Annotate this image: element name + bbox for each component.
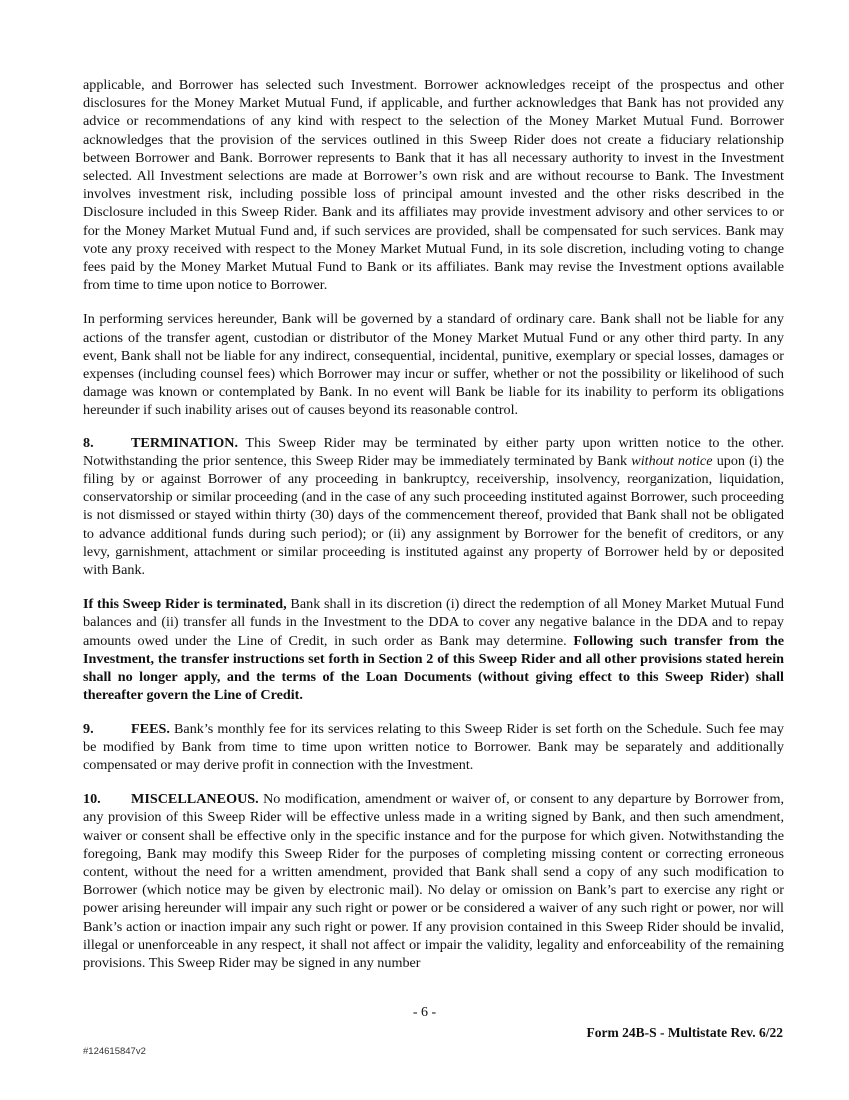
document-body xyxy=(83,76,784,972)
section-9-number: 9. xyxy=(83,720,94,737)
form-identifier: Form 24B-S - Multistate Rev. 6/22 xyxy=(586,1025,783,1040)
termination-effect-bold-tail: Following such transfer from the Investment, the transfer instructions set forth in Section 2 of this Sweep Rider and all other provisions stated herein shall no longer apply, and the terms of the Loan Documents (without giving effect to this Sweep Rider) shall thereafter govern the Line of Credit. xyxy=(83,632,784,704)
section-8-italic: without notice xyxy=(631,452,713,469)
section-9-text: Bank’s monthly fee for its services relating to this Sweep Rider is set forth on the Schedule. Such fee may be modified by Bank from time to time upon written notice to Borrower. Bank may be separately and additionally compensated or may derive profit in connection with the Investment. xyxy=(83,720,784,773)
page-number: - 6 - xyxy=(412,1005,437,1020)
section-8-heading: TERMINATION. xyxy=(131,434,238,451)
section-8-text-b: upon (i) the filing by or against Borrower of any proceeding in bankruptcy, receivership, insolvency, reorganization, liquidation, conservatorship or similar proceeding (and in the case of any such proceeding instituted against Borrower, such proceeding is not dismissed or stayed within thirty (30) days of the commencement thereof, provided that Bank shall not be obligated to advance additional funds during such period); or (ii) any assignment by Borrower for the benefit of creditors, or any levy, garnishment, attachment or similar proceeding is instituted against any property of Borrower held by or deposited with Bank. xyxy=(83,452,785,579)
section-10-text: No modification, amendment or waiver of, or consent to any departure by Borrower from, any provision of this Sweep Rider will be effective unless made in a writing signed by Bank, and then such amendment, waiver or consent shall be effective only in the specific instance and for the purpose for which given. Notwithstanding the foregoing, Bank may modify this Sweep Rider for the purposes of completing missing content or correcting erroneous content, without the need for a written amendment, provided that Bank shall send a copy of any such modification to Borrower (which notice may be given by electronic mail). No delay or omission on Bank’s part to exercise any right or power arising hereunder will impair any such right or power or be considered a waiver of any such right or power, nor will Bank’s action or inaction impair any such right or power. If any provision contained in this Sweep Rider should be invalid, illegal or unenforceable in any respect, it shall not affect or impair the validity, legality and enforceability of the remaining provisions. This Sweep Rider may be signed in any number xyxy=(83,791,784,971)
paragraph-investment-acknowledgment: applicable, and Borrower has selected such Investment. Borrower acknowledges receipt of the prospectus and other disclosures for the Money Market Mutual Fund, if applicable, and further acknowledges that Bank has not provided any advice or recommendations of any kind with respect to the selection of the Money Market Mutual Fund. Borrower acknowledges that the provision of the services outlined in this Sweep Rider does not create a fiduciary relationship between Borrower and Bank. Borrower represents to Bank that it has all necessary authority to invest in the Investment selected. All Investment selections are made at Borrower’s own risk and are without recourse to Bank. The Investment involves investment risk, including possible loss of principal amount invested and the other risks described in the Disclosure included in this Sweep Rider. Bank and its affiliates may provide investment advisory and other services to or for the Money Market Mutual Fund and, if such services are provided, shall be compensated for such services. Bank may vote any proxy received with respect to the Money Market Mutual Fund, in its sole discretion, including voting to change fees paid by the Money Market Mutual Fund to Bank or its affiliates. Bank may revise the Investment options available from time to time upon notice to Borrower. xyxy=(83,77,784,294)
section-9-heading: FEES. xyxy=(131,720,170,737)
section-10-miscellaneous xyxy=(83,790,784,972)
section-10-heading: MISCELLANEOUS. xyxy=(131,791,259,808)
section-10-number: 10. xyxy=(83,791,101,808)
termination-effect-lead: If this Sweep Rider is terminated, xyxy=(83,596,287,613)
termination-effect-text: Bank shall in its discretion (i) direct the redemption of all Money Market Mutual Fund balances and (ii) transfer all funds in the Investment to the DDA to cover any negative balance in the DDA and to repay amounts owed under the Line of Credit, in such order as Bank may determine. xyxy=(83,596,784,649)
section-9-fees xyxy=(83,720,784,775)
section-8-number: 8. xyxy=(83,434,94,451)
document-id: #124615847v2 xyxy=(83,1046,146,1057)
section-8-text-a: This Sweep Rider may be terminated by either party upon written notice to the other. Notwithstanding the prior sentence, this Sweep Rider may be immediately terminated by Bank xyxy=(83,434,784,469)
paragraph-standard-of-care: In performing services hereunder, Bank will be governed by a standard of ordinary care. Bank shall not be liable for any actions of the transfer agent, custodian or distributor of the Money Market Mutual Fund or any other third party. In any event, Bank shall not be liable for any indirect, consequential, incidental, punitive, exemplary or special losses, damages or expenses (including counsel fees) which Borrower may incur or suffer, whether or not the possibility or likelihood of such damage was known or contemplated by Bank. In no event will Bank be liable for its inability to perform its obligations hereunder if such inability arises out of causes beyond its reasonable control. xyxy=(83,311,784,419)
paragraph-termination-effect xyxy=(83,595,784,704)
section-8-termination xyxy=(83,434,784,580)
